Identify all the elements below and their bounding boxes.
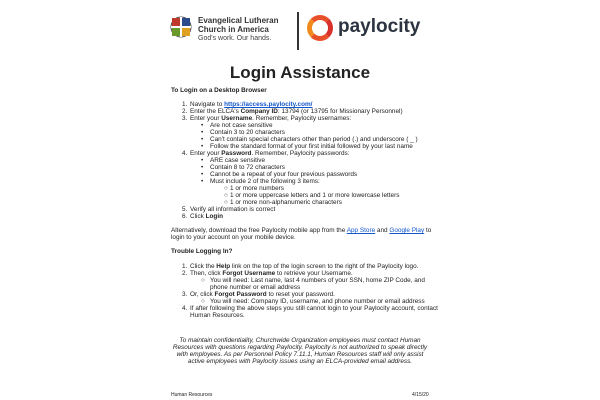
- mobile-text: to: [424, 227, 432, 234]
- step-2-text: [190, 108, 403, 115]
- forgot-password-label: Forgot Password: [214, 291, 267, 298]
- password-rule: Contain 8 to 72 characters: [210, 164, 285, 171]
- google-play-link[interactable]: Google Play: [389, 227, 425, 234]
- step-text: Or, click: [190, 291, 215, 298]
- paylocity-wordmark: paylocity: [338, 16, 421, 37]
- mobile-text-line2: login to your account on your mobile device.: [171, 234, 296, 241]
- username-rule: Follow the standard format of your first initial followed by your last name: [210, 143, 413, 150]
- paylocity-icon: [307, 15, 333, 41]
- trouble-step-4-line2: Human Resources.: [190, 312, 245, 319]
- step-text: Enter your: [190, 115, 222, 122]
- help-label: Help: [216, 263, 231, 270]
- step-num: 3.: [182, 115, 188, 122]
- trouble-step-4: If after following the above steps you still cannot login to your Paylocity account, contact: [190, 305, 438, 312]
- bullet-icon: •: [201, 129, 204, 136]
- desktop-heading: To Login on a Desktop Browser: [171, 87, 267, 94]
- password-rule: Must include 2 of the following 3 items:: [210, 178, 320, 185]
- trouble-heading: Trouble Logging In?: [171, 248, 233, 255]
- username-rule: Can't contain special characters other than period (.) and underscore ( _ ): [210, 136, 418, 143]
- trouble-step-1: [190, 263, 418, 270]
- step-num: 3.: [182, 291, 188, 298]
- step-text: to reset your password.: [266, 291, 335, 298]
- step-6-text: [190, 213, 223, 220]
- circle-bullet-icon: ○: [224, 192, 228, 199]
- footer-date: 4/15/20: [412, 392, 429, 398]
- company-id-label: Company ID: [240, 108, 278, 115]
- mobile-paragraph: [171, 227, 431, 234]
- sub-item: phone number or email address: [210, 284, 301, 291]
- login-label: Login: [205, 213, 224, 220]
- bullet-icon: •: [201, 164, 204, 171]
- step-5-text: Verify all information is correct: [190, 206, 276, 213]
- page-title: Login Assistance: [229, 63, 371, 82]
- step-text: Enter your: [190, 150, 222, 157]
- circle-bullet-icon: ○: [201, 277, 205, 284]
- notice-line: To maintain confidentiality, Churchwide Organization employees must contact Human: [179, 337, 421, 344]
- step-text: link on the top of the login screen to the right of the Paylocity logo.: [230, 263, 419, 270]
- step-num: 4.: [182, 305, 188, 312]
- bullet-icon: •: [201, 136, 204, 143]
- sub-item: You will need: Last name, last 4 numbers of your SSN, home ZIP Code, and: [210, 277, 425, 284]
- step-1: [182, 101, 187, 108]
- username-rule: Contain 3 to 20 characters: [210, 129, 285, 136]
- elca-name-line1: Evangelical Lutheran: [198, 16, 279, 25]
- step-3-text: [190, 115, 351, 122]
- notice-line: with employees. As per Personnel Policy 7.11.1, Human Resources staff will only assist: [176, 351, 424, 358]
- paylocity-link[interactable]: https://access.paylocity.com/: [224, 101, 313, 108]
- bullet-icon: •: [201, 157, 204, 164]
- circle-bullet-icon: ○: [224, 199, 228, 206]
- password-item: 1 or more non-alphanumeric characters: [230, 199, 342, 206]
- step-num: 2.: [182, 108, 188, 115]
- app-store-link[interactable]: App Store: [346, 227, 376, 234]
- elca-name-line2: Church in America: [198, 25, 269, 34]
- username-rule: Are not case sensitive: [210, 122, 273, 129]
- notice-line: Resources with questions regarding Paylocity. Paylocity is not authorized to speak directly: [172, 344, 428, 351]
- password-rule: Cannot be a repeat of your four previous passwords: [210, 171, 358, 178]
- notice-line: active employees with Paylocity issues using an ELCA-provided email address.: [187, 358, 413, 365]
- step-4-text: [190, 150, 350, 157]
- step-text: : 13794 (or 13795 for Missionary Personnel): [277, 108, 403, 115]
- sub-item: You will need: Company ID, username, and phone number or email address: [210, 298, 425, 305]
- footer-left: Human Resources: [171, 392, 213, 398]
- step-text: Click the: [190, 263, 217, 270]
- bullet-icon: •: [201, 143, 204, 150]
- mobile-text: Alternatively, download the free Paylocity mobile app from the: [171, 227, 347, 234]
- password-rule: ARE case sensitive: [210, 157, 266, 164]
- trouble-step-2: [190, 270, 353, 277]
- header-divider: [297, 12, 299, 50]
- forgot-username-label: Forgot Username: [222, 270, 276, 277]
- step-text: Click: [190, 213, 206, 220]
- circle-bullet-icon: ○: [201, 298, 205, 305]
- step-num: 1.: [182, 263, 188, 270]
- mobile-text: and: [375, 227, 390, 234]
- step-text: . Remember, Paylocity passwords:: [251, 150, 350, 157]
- bullet-icon: •: [201, 171, 204, 178]
- circle-bullet-icon: ○: [224, 185, 228, 192]
- username-label: Username: [221, 115, 253, 122]
- bullet-icon: •: [201, 178, 204, 185]
- step-text: Then, click: [190, 270, 223, 277]
- password-item: 1 or more uppercase letters and 1 or more lowercase letters: [230, 192, 400, 199]
- step-text: Navigate to: [190, 101, 225, 108]
- password-item: 1 or more numbers: [230, 185, 284, 192]
- step-num: 5.: [182, 206, 188, 213]
- step-num: 1.: [182, 101, 188, 108]
- step-text: to retrieve your Username.: [275, 270, 353, 277]
- trouble-step-3: [190, 291, 335, 298]
- elca-tagline: God's work. Our hands.: [198, 35, 272, 42]
- elca-logo: [170, 16, 192, 38]
- bullet-icon: •: [201, 122, 204, 129]
- step-text: . Remember, Paylocity usernames:: [252, 115, 352, 122]
- step-1-text: [190, 101, 312, 108]
- step-num: 6.: [182, 213, 188, 220]
- step-num: 2.: [182, 270, 188, 277]
- password-label: Password: [221, 150, 252, 157]
- step-text: Enter the ELCA's: [190, 108, 241, 115]
- step-num: 4.: [182, 150, 188, 157]
